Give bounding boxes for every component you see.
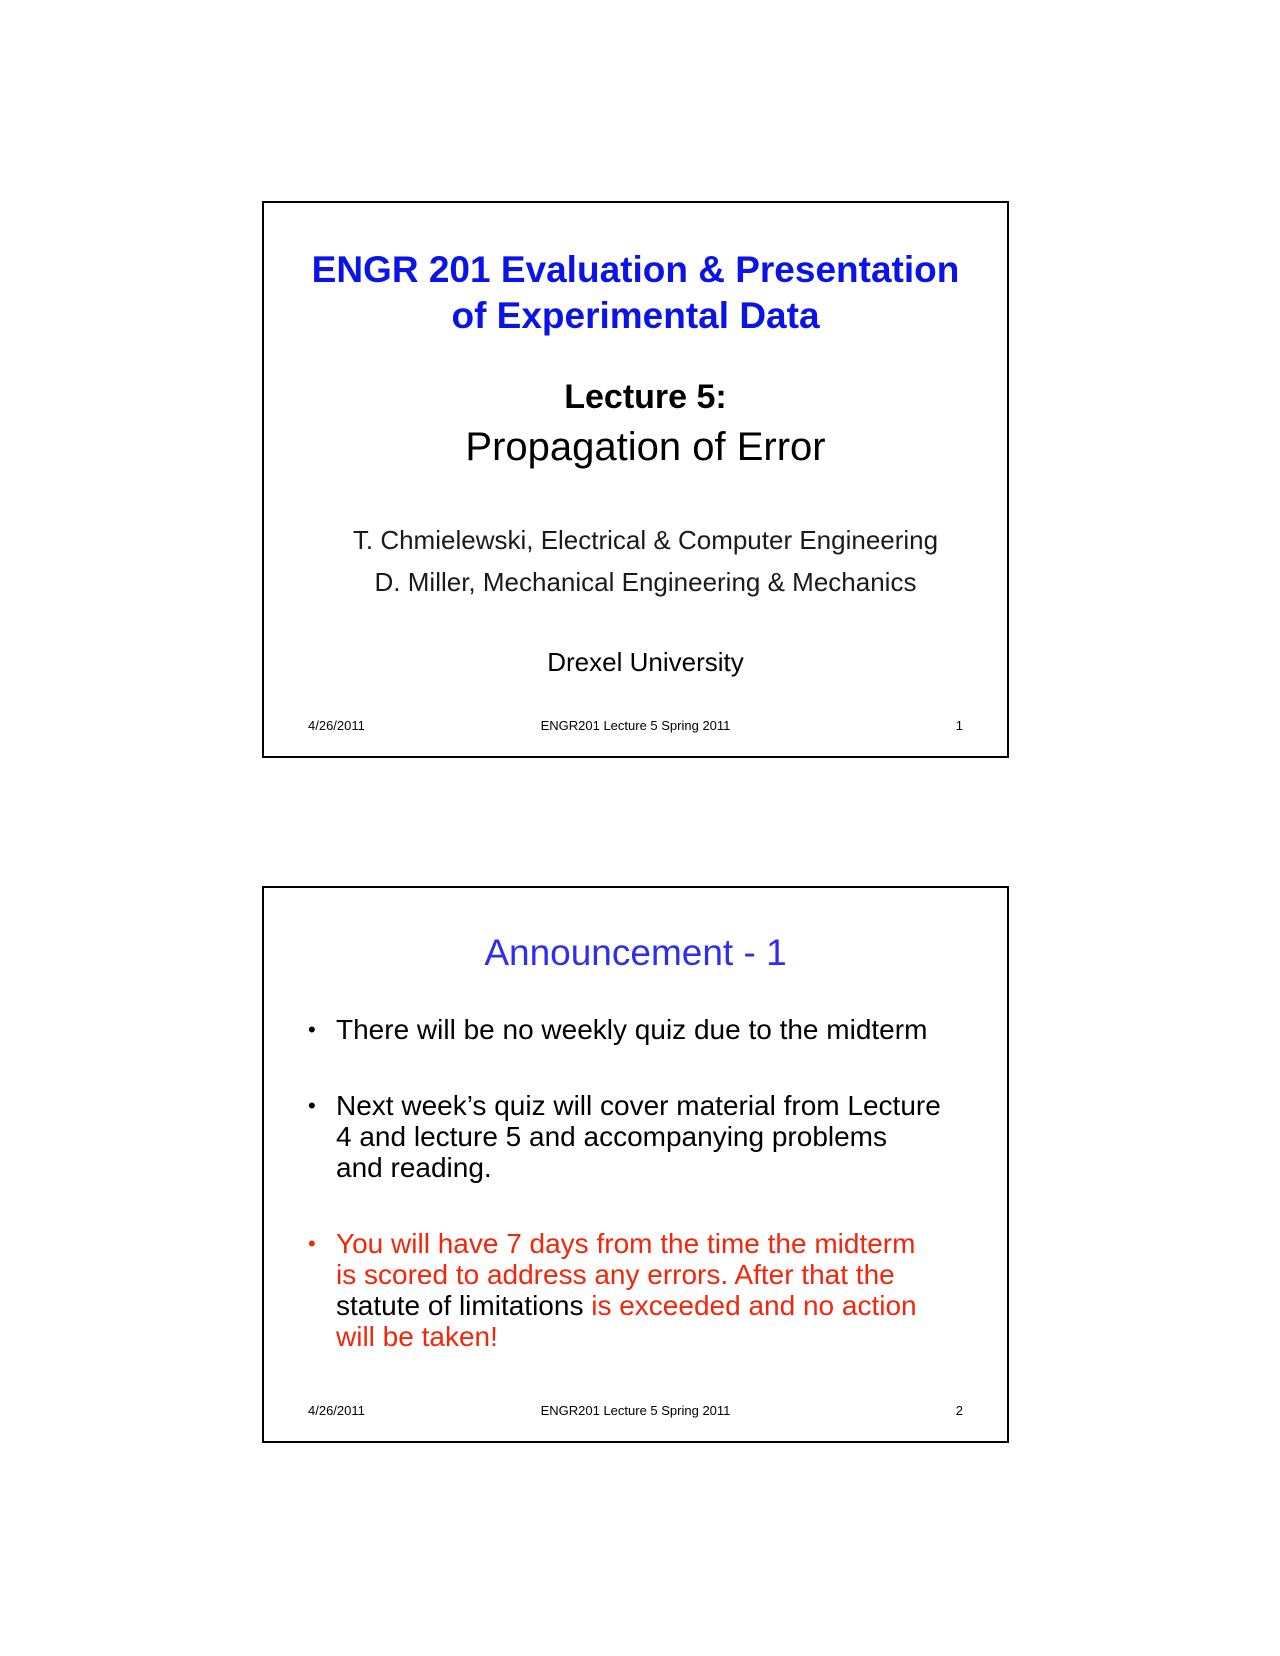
bullet-line: Next week’s quiz will cover material from Lecture [336, 1090, 941, 1121]
bullet-text-black: statute of limitations [336, 1290, 584, 1321]
bullet-dot-icon: • [308, 1093, 316, 1118]
title-line-2: of Experimental Data [451, 295, 820, 336]
bullet-item-highlight [308, 1228, 977, 1352]
bullet-list [308, 1014, 977, 1397]
lecture-topic: Propagation of Error [465, 425, 826, 469]
author-1: T. Chmielewski, Electrical & Computer Engineering [352, 525, 939, 555]
lecture-label: Lecture 5: [564, 378, 727, 416]
slide-title [264, 247, 1007, 339]
bullet-text-red: is exceeded and no action [583, 1290, 917, 1321]
bullet-dot-icon: • [308, 1231, 316, 1256]
bullet-line: You will have 7 days from the time the midterm [336, 1228, 916, 1259]
footer-page-number: 2 [955, 1403, 963, 1418]
bullet-line: 4 and lecture 5 and accompanying problems [336, 1121, 888, 1152]
bullet-item [308, 1090, 977, 1183]
footer-page-number: 1 [955, 718, 963, 733]
bullet-line: is scored to address any errors. After that the [336, 1259, 895, 1290]
bullet-dot-icon: • [308, 1017, 316, 1042]
footer-course: ENGR201 Lecture 5 Spring 2011 [540, 1403, 731, 1418]
bullet-line: and reading. [336, 1152, 492, 1183]
footer-course: ENGR201 Lecture 5 Spring 2011 [540, 718, 731, 733]
footer-date: 4/26/2011 [308, 1403, 365, 1418]
slide-footer [308, 717, 963, 735]
slide-1 [262, 201, 1009, 758]
slide-2 [262, 886, 1009, 1443]
bullet-line: will be taken! [336, 1321, 498, 1352]
title-line-1: ENGR 201 Evaluation & Presentation [311, 249, 960, 290]
author-2: D. Miller, Mechanical Engineering & Mechanics [374, 567, 917, 597]
bullet-item [308, 1014, 977, 1045]
slide-title: Announcement - 1 [484, 932, 787, 973]
bullet-text: There will be no weekly quiz due to the midterm [336, 1014, 928, 1045]
slide-footer [308, 1402, 963, 1420]
institution: Drexel University [547, 647, 744, 677]
footer-date: 4/26/2011 [308, 718, 365, 733]
bullet-line [336, 1290, 977, 1321]
